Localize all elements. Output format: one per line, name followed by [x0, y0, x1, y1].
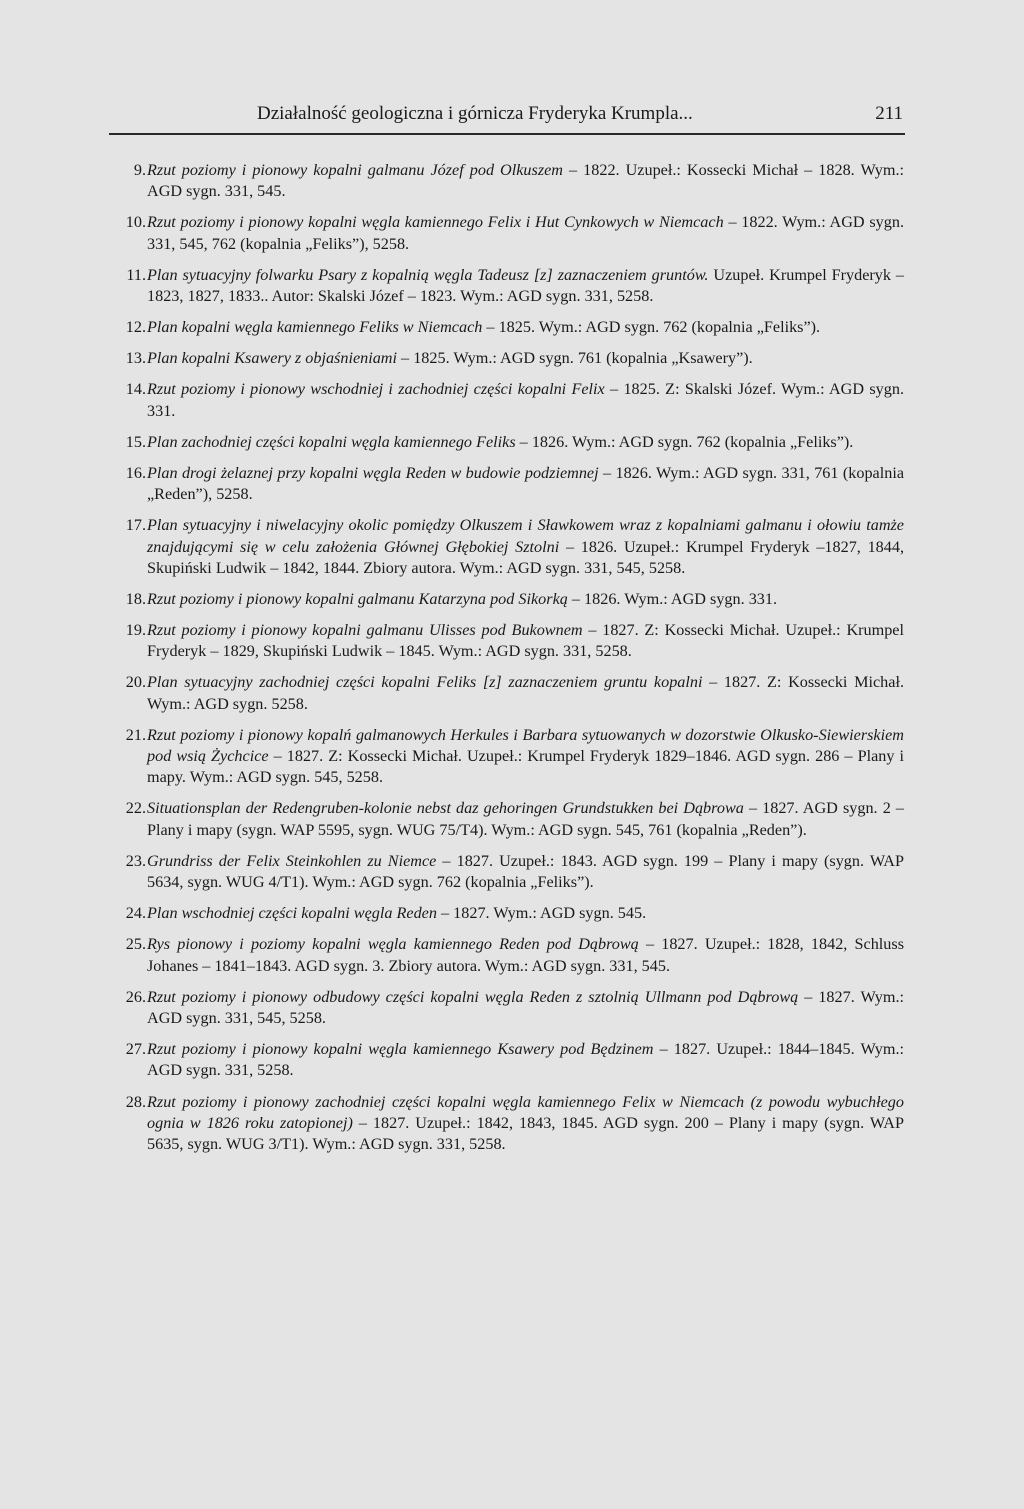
entry-details: Uzupeł. Krumpel Fryderyk – 1823, 1827, 1833.. Autor: Skalski Józef – 1823. Wym.: AGD sygn. 331, 5258.: [147, 265, 904, 306]
list-item: [116, 212, 904, 255]
entry-details: – 1826. Wym.: AGD sygn. 762 (kopalnia „Feliks”).: [515, 432, 854, 451]
entry-title: Grundriss der Felix Steinkohlen zu Niemce: [147, 851, 437, 870]
entry-number: 27 .: [116, 1039, 146, 1060]
entry-list: [116, 160, 904, 1165]
entry-title: Plan kopalni Ksawery z objaśnieniami: [147, 349, 397, 368]
entry-number: 13 .: [116, 348, 146, 369]
list-item: [116, 515, 904, 579]
entry-details: – 1827. Uzupeł.: 1843. AGD sygn. 199 – Plany i mapy (sygn. WAP 5634, sygn. WUG 4/T1). Wym.: AGD sygn. 762 (kopalnia „Feliks”).: [147, 851, 904, 892]
list-item: [116, 934, 904, 977]
list-item: [116, 463, 904, 506]
entry-title: Situationsplan der Redengruben-kolonie nebst daz gehoringen Grundstukken bei Dąbrowa: [147, 799, 744, 818]
list-item: [116, 160, 904, 203]
list-item: [116, 1039, 904, 1082]
list-item: [116, 348, 904, 369]
entry-details: – 1827. Uzupeł.: 1842, 1843, 1845. AGD sygn. 200 – Plany i mapy (sygn. WAP 5635, sygn. WUG 3/T1). Wym.: AGD sygn. 331, 5258.: [147, 1113, 904, 1154]
list-item: [116, 798, 904, 841]
entry-title: Plan drogi żelaznej przy kopalni węgla Reden w budowie podziemnej: [147, 463, 599, 482]
entry-number: 15 .: [116, 432, 146, 453]
entry-details: – 1827. AGD sygn. 2 – Plany i mapy (sygn. WAP 5595, sygn. WUG 75/T4). Wym.: AGD sygn. 545, 761 (kopalnia „Reden”).: [147, 799, 904, 839]
entry-number: 17 .: [116, 515, 146, 536]
entry-title: Rys pionowy i poziomy kopalni węgla kamiennego Reden pod Dąbrową: [147, 935, 639, 954]
entry-title: Rzut poziomy i pionowy kopalni galmanu Ulisses pod Bukownem: [147, 621, 583, 640]
page-number: 211: [875, 103, 903, 124]
entry-details: – 1825. Wym.: AGD sygn. 762 (kopalnia „Feliks”).: [482, 318, 821, 337]
running-header: [109, 99, 905, 135]
list-item: [116, 903, 904, 924]
entry-number: 14 .: [116, 379, 146, 400]
entry-title: Rzut poziomy i pionowy wschodniej i zachodniej części kopalni Felix: [147, 380, 605, 399]
entry-title: Rzut poziomy i pionowy kopalni galmanu Katarzyna pod Sikorką: [147, 589, 568, 608]
entry-number: 24 .: [116, 903, 146, 924]
list-item: [116, 620, 904, 663]
entry-number: 21 .: [116, 725, 146, 746]
entry-number: 23 .: [116, 851, 146, 872]
entry-number: 28 .: [116, 1092, 146, 1113]
entry-title: Rzut poziomy i pionowy kopalni galmanu Józef pod Olkuszem: [147, 161, 564, 179]
entry-number: 10 .: [116, 212, 146, 233]
entry-number: 20 .: [116, 672, 146, 693]
entry-title: Rzut poziomy i pionowy kopalń galmanowych Herkules i Barbara sytuowanych w dozorstwie Olkusko-Siewierskiem pod wsią Żychcice: [147, 725, 904, 766]
entry-details: – 1827. Wym.: AGD sygn. 545.: [436, 904, 647, 923]
entry-details: – 1826. Wym.: AGD sygn. 331.: [567, 589, 778, 608]
list-item: [116, 432, 904, 453]
entry-number: 9 .: [116, 160, 146, 181]
running-title: Działalność geologiczna i górnicza Fryderyka Krumpla...: [257, 103, 693, 124]
entry-title: Rzut poziomy i pionowy kopalni węgla kamiennego Ksawery pod Będzinem: [147, 1040, 654, 1059]
entry-number: 22 .: [116, 798, 146, 819]
entry-title: Rzut poziomy i pionowy kopalni węgla kamiennego Felix i Hut Cynkowych w Niemcach: [147, 213, 724, 232]
list-item: [116, 265, 904, 308]
entry-details: – 1825. Wym.: AGD sygn. 761 (kopalnia „Ksawery”).: [397, 349, 753, 368]
entry-number: 16 .: [116, 463, 146, 484]
entry-title: Plan kopalni węgla kamiennego Feliks w Niemcach: [147, 318, 483, 337]
entry-title: Plan sytuacyjny folwarku Psary z kopalnią węgla Tadeusz [z] zaznaczeniem gruntów.: [147, 265, 709, 284]
entry-details: – 1827. Z: Kossecki Michał. Uzupeł.: Krumpel Fryderyk – 1829, Skupiński Ludwik – 1845. Wym.: AGD sygn. 331, 5258.: [147, 621, 904, 661]
entry-number: 11 .: [116, 265, 146, 286]
entry-details: – 1827. Z: Kossecki Michał. Uzupeł.: Krumpel Fryderyk 1829–1846. AGD sygn. 286 – Plany i mapy. Wym.: AGD sygn. 545, 5258.: [147, 747, 904, 787]
list-item: [116, 1092, 904, 1156]
entry-details: – 1827. Wym.: AGD sygn. 331, 545, 5258.: [147, 987, 904, 1028]
entry-details: – 1822. Uzupeł.: Kossecki Michał – 1828. Wym.: AGD sygn. 331, 545.: [147, 161, 904, 201]
entry-title: Rzut poziomy i pionowy zachodniej części kopalni węgla kamiennego Felix w Niemcach (z powodu wybuchłego ognia w 1826 roku zatopionej): [147, 1092, 904, 1132]
list-item: [116, 379, 904, 422]
entry-title: Plan sytuacyjny i niwelacyjny okolic pomiędzy Olkuszem i Sławkowem wraz z kopalniami galmanu i ołowiu tamże znajdującymi się w celu założenia Głównej Głębokiej Sztolni: [147, 516, 904, 556]
entry-details: – 1827. Z: Kossecki Michał. Wym.: AGD sygn. 5258.: [147, 673, 904, 713]
entry-number: 18 .: [116, 589, 146, 610]
entry-number: 19 .: [116, 620, 146, 641]
entry-title: Plan wschodniej części kopalni węgla Reden: [147, 904, 437, 923]
entry-details: – 1827. Uzupeł.: 1828, 1842, Schluss Johanes – 1841–1843. AGD sygn. 3. Zbiory autora. Wym.: AGD sygn. 331, 545.: [147, 935, 904, 975]
entry-number: 12 .: [116, 317, 146, 338]
entry-number: 25 .: [116, 934, 146, 955]
entry-details: – 1827. Uzupeł.: 1844–1845. Wym.: AGD sygn. 331, 5258.: [147, 1040, 905, 1080]
list-item: [116, 672, 904, 715]
entry-details: – 1822. Wym.: AGD sygn. 331, 545, 762 (kopalnia „Feliks”), 5258.: [147, 213, 904, 253]
entry-title: Plan zachodniej części kopalni węgla kamiennego Feliks: [147, 432, 516, 451]
entry-title: Rzut poziomy i pionowy odbudowy części kopalni węgla Reden z sztolnią Ullmann pod Dąbrową: [147, 987, 799, 1006]
list-item: [116, 851, 904, 894]
list-item: [116, 317, 904, 338]
list-item: [116, 589, 904, 610]
entry-title: Plan sytuacyjny zachodniej części kopalni Feliks [z] zaznaczeniem gruntu kopalni: [147, 673, 703, 692]
entry-details: – 1825. Z: Skalski Józef. Wym.: AGD sygn. 331.: [147, 380, 904, 420]
list-item: [116, 987, 904, 1030]
entry-details: – 1826. Wym.: AGD sygn. 331, 761 (kopalnia „Reden”), 5258.: [147, 463, 904, 504]
entry-details: – 1826. Uzupeł.: Krumpel Fryderyk –1827, 1844, Skupiński Ludwik – 1842, 1844. Zbiory autora. Wym.: AGD sygn. 331, 545, 5258.: [147, 537, 904, 577]
list-item: [116, 725, 904, 789]
entry-number: 26 .: [116, 987, 146, 1008]
